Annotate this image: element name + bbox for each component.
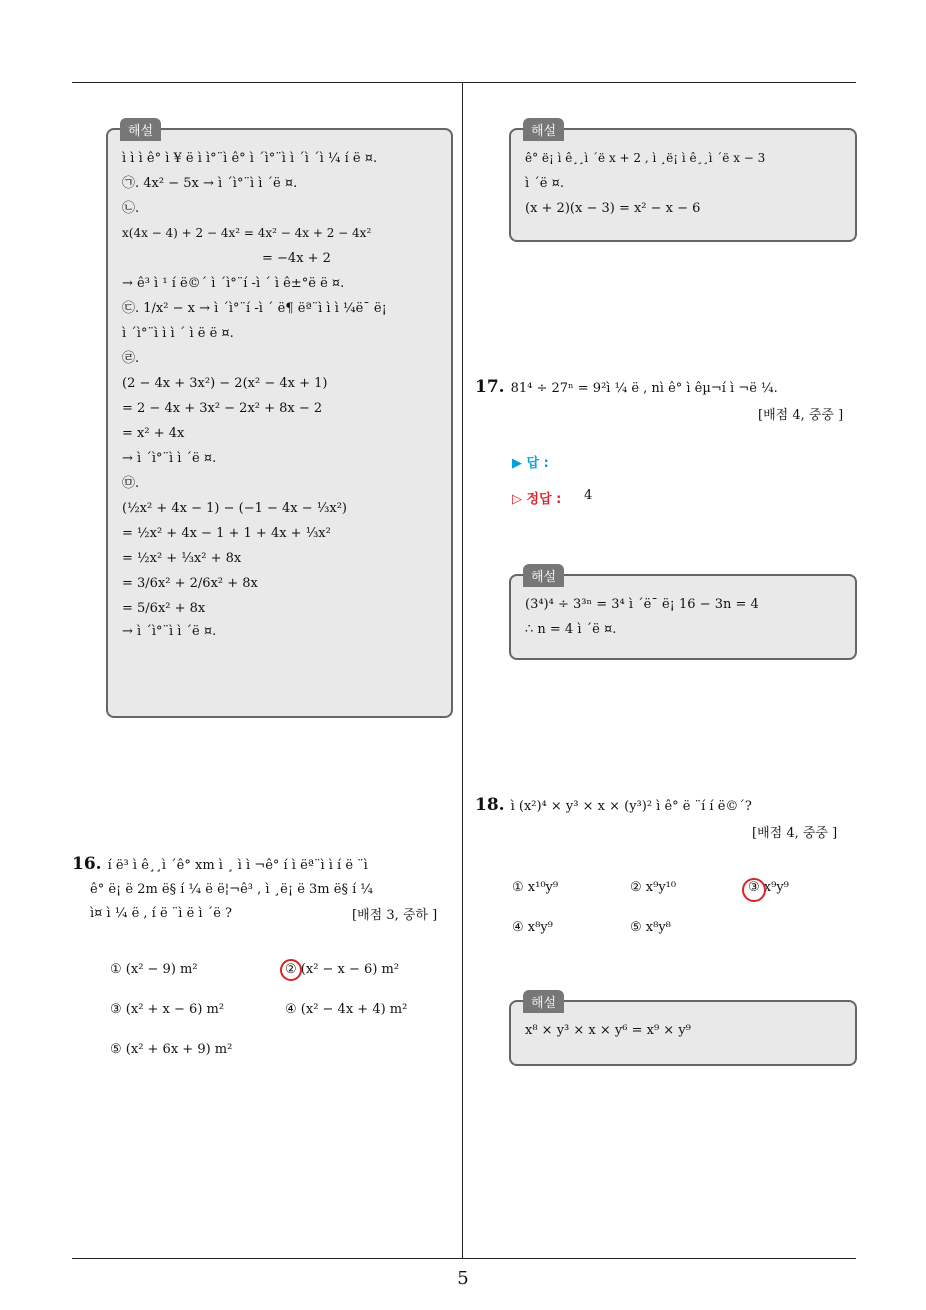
solution-line: ㉡. <box>122 201 140 216</box>
solution-line: = 5/6x² + 8x <box>122 601 206 616</box>
answer-label: ▶ 답 : <box>512 456 549 471</box>
question-18-text: ì (x²)⁴ × y³ × x × (y³)² ì ê° ë ¨í í ë©´? <box>510 799 752 814</box>
question-16-line2: ê° ë¡ ë 2m ë§ í ¼ ë ë¦¬ê³ , ì ¸ë¡ ë 3m ë§ í ¼ <box>90 882 373 897</box>
question-number: 16. <box>72 854 102 874</box>
question-16-line1: 16. í ë³ ì ê¸¸ì ´ê° xm ì ¸ ì ì ¬ê° í ì ëª¨ì ì í ë ¨ì <box>72 854 368 874</box>
choice-4[interactable]: ④ (x² − 4x + 4) m² <box>285 1002 408 1017</box>
choice-4[interactable]: ④ x⁸y⁹ <box>512 920 553 935</box>
solution-line: ì ´ì°¨ì ì ì ´ ì ë ë ¤. <box>122 326 234 341</box>
bottom-rule <box>72 1258 856 1259</box>
column-divider <box>462 82 463 1258</box>
solution-line: = −4x + 2 <box>262 251 331 266</box>
solution-line: (x + 2)(x − 3) = x² − x − 6 <box>525 201 701 216</box>
solution-line: = x² + 4x <box>122 426 185 441</box>
question-16-points: [배점 3, 중하 ] <box>352 908 438 923</box>
page-number: 5 <box>457 1268 469 1289</box>
choice-5[interactable]: ⑤ (x² + 6x + 9) m² <box>110 1042 233 1057</box>
choice-5[interactable]: ⑤ x⁸y⁸ <box>630 920 671 935</box>
solution-tag: 해설 <box>523 118 564 141</box>
solution-line: ê° ë¡ ì ê¸¸ì ´ë x + 2 , ì ¸ë¡ ì ê¸¸ì ´ë x − 3 <box>525 151 766 165</box>
solution-line: x⁸ × y³ × x × y⁶ = x⁹ × y⁹ <box>525 1023 691 1038</box>
solution-line: ㉣. <box>122 351 140 366</box>
solution-line: = 3/6x² + 2/6x² + 8x <box>122 576 258 591</box>
solution-line: (½x² + 4x − 1) − (−1 − 4x − ⅓x²) <box>122 501 347 516</box>
solution-line: ㉠. 4x² − 5x → ì ´ì°¨ì ì ´ë ¤. <box>122 176 298 191</box>
solution-line: x(4x − 4) + 2 − 4x² = 4x² − 4x + 2 − 4x² <box>122 226 372 240</box>
solution-tag: 해설 <box>523 564 564 587</box>
solution-line: = 2 − 4x + 3x² − 2x² + 8x − 2 <box>122 401 323 416</box>
solution-line: (2 − 4x + 3x²) − 2(x² − 4x + 1) <box>122 376 328 391</box>
solution-line: = ½x² + 4x − 1 + 1 + 4x + ⅓x² <box>122 526 331 541</box>
choice-1[interactable]: ① (x² − 9) m² <box>110 962 198 977</box>
solution-tag: 해설 <box>523 990 564 1013</box>
solution-line: = ½x² + ⅓x² + 8x <box>122 551 242 566</box>
solution-line: ∴ n = 4 ì ´ë ¤. <box>525 622 617 637</box>
solution-line: → ì ´ì°¨ì ì ´ë ¤. <box>122 451 217 466</box>
answer-mark-circle <box>742 878 766 902</box>
solution-line: (3⁴)⁴ ÷ 3³ⁿ = 3⁴ ì ´ë¯ ë¡ 16 − 3n = 4 <box>525 597 759 612</box>
solution-line: → ì ´ì°¨ì ì ´ë ¤. <box>122 624 217 639</box>
right-solution-box-3 <box>509 996 857 1066</box>
question-16-line3: ì¤ ì ¼ ë , í ë ¨ì ë ì ´ë ? <box>90 906 232 921</box>
solution-tag: 해설 <box>120 118 161 141</box>
choice-2[interactable]: ② (x² − x − 6) m² <box>285 962 400 977</box>
solution-line: → ê³ ì ¹ í ë©´ ì ´ì°¨í -ì ´ ì ê±°ë ë ¤. <box>122 276 345 291</box>
question-number: 18. <box>475 795 505 815</box>
question-17-text: 81⁴ ÷ 27ⁿ = 9²ì ¼ ë , nì ê° ì êµ¬í ì ¬ë ¼. <box>510 381 778 396</box>
solution-line: ㉢. 1/x² − x → ì ´ì°¨í -ì ´ ë¶ ëª¨ì ì ì ¼ë¯ ë¡ <box>122 301 387 316</box>
choice-3[interactable]: ③ (x² + x − 6) m² <box>110 1002 225 1017</box>
question-17 <box>475 375 855 401</box>
right-solution-box-2 <box>509 570 857 660</box>
solution-line: ì ì ì ê° ì ¥ ë ì ì°¨ì ê° ì ´ì°¨ì ì ´ì ´ì ¼ í ë ¤. <box>122 151 378 166</box>
question-18-points: [배점 4, 중중 ] <box>752 826 838 841</box>
solution-line: ì ´ë ¤. <box>525 176 565 191</box>
question-17-points: [배점 4, 중중 ] <box>758 408 844 423</box>
answer-mark-circle <box>280 959 302 981</box>
correct-answer-value: 4 <box>584 488 593 503</box>
top-rule <box>72 82 856 83</box>
choice-2[interactable]: ② x⁹y¹⁰ <box>630 880 677 895</box>
choice-3[interactable]: ③ x⁹y⁹ <box>748 880 789 895</box>
question-number: 17. <box>475 377 505 397</box>
question-18 <box>475 793 855 819</box>
correct-answer-label: ▷ 정답 : <box>512 492 562 507</box>
solution-line: ㉤. <box>122 476 140 491</box>
choice-1[interactable]: ① x¹⁰y⁹ <box>512 880 559 895</box>
left-solution-box <box>106 124 453 718</box>
right-solution-box-1 <box>509 124 857 242</box>
